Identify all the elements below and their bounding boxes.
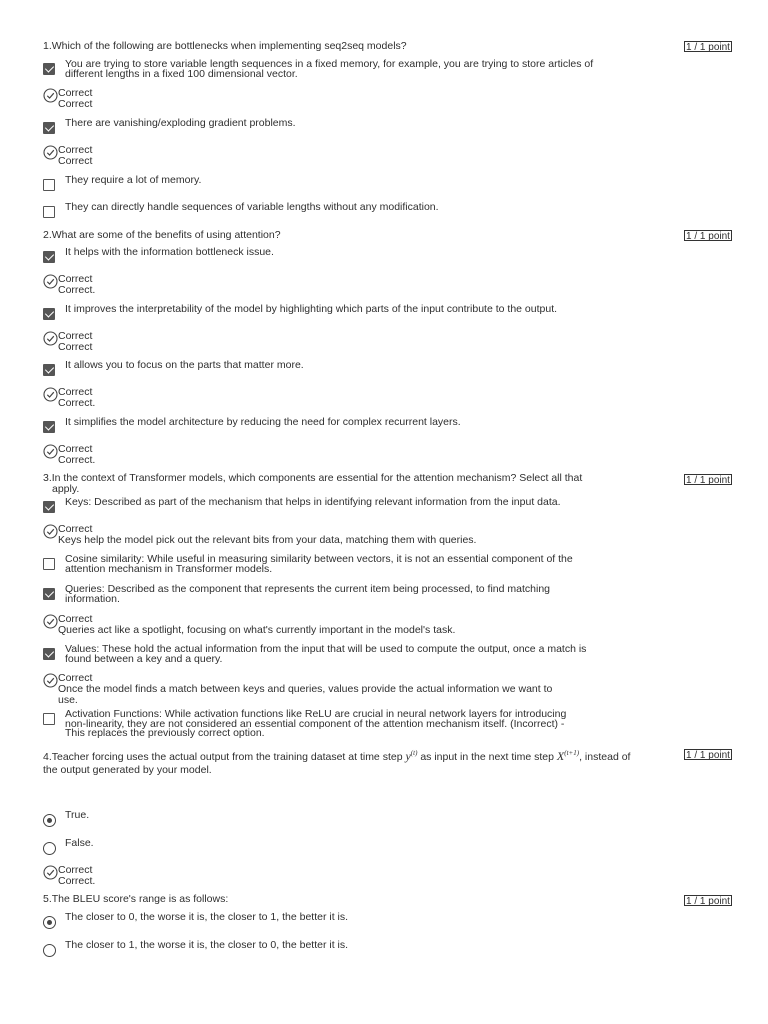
question-4-text-part-1: 4.Teacher forcing uses the actual output from the training dataset at time step [43,751,406,763]
correct-check-icon [43,274,58,289]
q1-option-1-text: You are trying to store variable length sequences in a fixed memory, for example, you are trying to store articles of different lengths in a fixed 100 dimensional vector. [65,58,594,80]
q2-option-1-text: It helps with the information bottleneck issue. [65,246,274,258]
q3-option-3-text: Queries: Described as the component that represents the current item being processed, to find matching information. [65,583,551,605]
math-base: y [405,749,411,763]
question-2-points: 1 / 1 point [684,230,732,241]
q3-option-3-checkbox[interactable] [43,588,55,600]
question-1-text: 1.Which of the following are bottlenecks when implementing seq2seq models? [43,40,407,52]
feedback-label: Correct [58,613,93,625]
feedback-label: Correct [58,144,93,156]
q4-option-1-radio[interactable] [43,814,56,827]
q3-option-4-checkbox[interactable] [43,648,55,660]
q2-option-3-checkbox[interactable] [43,364,55,376]
q4-option-2-radio[interactable] [43,842,56,855]
correct-check-icon [43,387,58,402]
question-3-points: 1 / 1 point [684,474,732,485]
q2-option-2-text: It improves the interpretability of the model by highlighting which parts of the input contribute to the output. [65,303,558,315]
correct-check-icon [43,331,58,346]
math-base: X [556,749,565,763]
q3-option-2-text: Cosine similarity: While useful in measuring similarity between vectors, it is not an essential component of the attention mechanism in Transformer models. [65,553,573,575]
feedback-label: Correct [58,443,93,455]
feedback-text: Correct. [58,875,96,887]
correct-check-icon [43,865,58,880]
math-superscript: (t) [410,749,418,757]
correct-check-icon [43,614,58,629]
q3-option-2-checkbox[interactable] [43,558,55,570]
q1-option-4-text: They can directly handle sequences of variable lengths without any modification. [65,201,439,213]
feedback-text: Correct. [58,397,96,409]
feedback-text: Queries act like a spotlight, focusing on what's currently important in the model's task. [58,624,456,636]
q2-option-1-checkbox[interactable] [43,251,55,263]
question-4-text [43,747,633,777]
question-4-text-part-2: as input in the next time step [417,751,557,763]
q3-option-5-checkbox[interactable] [43,713,55,725]
math-superscript: (t+1) [564,749,580,757]
q4-option-1-text: True. [65,809,90,821]
q1-option-3-text: They require a lot of memory. [65,174,202,186]
feedback-label: Correct [58,672,93,684]
correct-check-icon [43,444,58,459]
q4-option-2-text: False. [65,837,94,849]
q1-option-2-checkbox[interactable] [43,122,55,134]
q3-option-4-text: Values: These hold the actual information from the input that will be used to compute the output, once a match is found between a key and a query. [65,643,587,665]
q1-option-2-text: There are vanishing/exploding gradient problems. [65,117,296,129]
question-5-text: 5.The BLEU score's range is as follows: [43,893,229,905]
question-1-points: 1 / 1 point [684,41,732,52]
question-5-points: 1 / 1 point [684,895,732,906]
feedback-text: Correct [58,98,93,110]
correct-check-icon [43,524,58,539]
q3-option-1-text: Keys: Described as part of the mechanism that helps in identifying relevant information from the input data. [65,496,561,508]
feedback-label: Correct [58,330,93,342]
feedback-text: Correct [58,155,93,167]
feedback-label: Correct [58,386,93,398]
feedback-text: Once the model finds a match between keys and queries, values provide the actual information we want to use. [58,683,553,706]
q2-option-4-checkbox[interactable] [43,421,55,433]
question-3-text [43,473,603,495]
q2-option-4-text: It simplifies the model architecture by reducing the need for complex recurrent layers. [65,416,461,428]
feedback-text: Keys help the model pick out the relevant bits from your data, matching them with queries. [58,534,477,546]
question-4-text-part-3: , instead of the output generated by your model. [43,751,631,776]
feedback-text: Correct. [58,284,96,296]
question-4-points: 1 / 1 point [684,749,732,760]
q2-option-3-text: It allows you to focus on the parts that matter more. [65,359,304,371]
q5-option-1-radio[interactable] [43,916,56,929]
question-3-label: 3.In the context of Transformer models, which components are essential for the attention mechanism? Select all that apply. [43,472,583,495]
correct-check-icon [43,88,58,103]
math-y-t [405,749,417,763]
feedback-label: Correct [58,87,93,99]
correct-check-icon [43,673,58,688]
q5-option-1-text: The closer to 0, the worse it is, the closer to 1, the better it is. [65,911,349,923]
q1-option-4-checkbox[interactable] [43,206,55,218]
correct-check-icon [43,145,58,160]
q3-option-1-checkbox[interactable] [43,501,55,513]
q2-option-2-checkbox[interactable] [43,308,55,320]
math-x-t-plus-1 [557,749,579,763]
q3-option-5-text: Activation Functions: While activation functions like ReLU are crucial in neural network layers for introducing non-linearity, they are not considered an essential component of the attention mechanism itself. (Incorrect) - This replaces the previously correct option. [65,708,567,739]
q5-option-2-radio[interactable] [43,944,56,957]
feedback-label: Correct [58,273,93,285]
feedback-label: Correct [58,864,93,876]
feedback-text: Correct [58,341,93,353]
feedback-label: Correct [58,523,93,535]
q1-option-3-checkbox[interactable] [43,179,55,191]
feedback-text: Correct. [58,454,96,466]
question-2-text: 2.What are some of the benefits of using attention? [43,229,281,241]
q1-option-1-checkbox[interactable] [43,63,55,75]
q5-option-2-text: The closer to 1, the worse it is, the closer to 0, the better it is. [65,939,349,951]
